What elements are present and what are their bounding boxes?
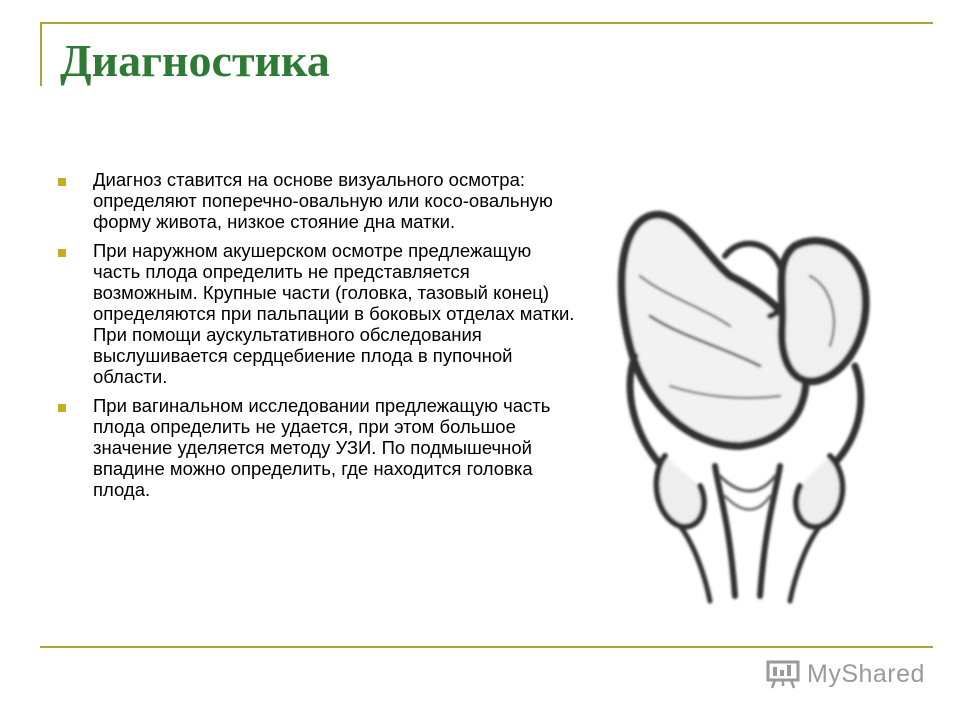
square-bullet-icon bbox=[58, 178, 66, 186]
bottom-divider bbox=[40, 646, 933, 648]
bullet-item bbox=[58, 396, 578, 501]
watermark-logo bbox=[765, 657, 925, 691]
bullet-text: Диагноз ставится на основе визуального осмотра: определяют поперечно-овальную или косо-овальную форму живота, низкое стояние дна матки. bbox=[93, 169, 553, 232]
top-divider bbox=[40, 22, 933, 24]
square-bullet-icon bbox=[58, 404, 66, 412]
left-divider bbox=[40, 22, 42, 86]
presentation-icon bbox=[765, 659, 801, 689]
uterus-illustration bbox=[610, 196, 880, 608]
square-bullet-icon bbox=[58, 249, 66, 257]
bullet-list bbox=[58, 170, 578, 509]
bullet-item bbox=[58, 170, 578, 233]
bullet-text: При наружном акушерском осмотре предлежащую часть плода определить не представляется возможным. Крупные части (головка, тазовый конец) определяются при пальпации в боковых отделах матки. При помощи аускультативного обследования выслушивается сердцебиение плода в пупочной области. bbox=[93, 240, 575, 387]
slide-title: Диагностика bbox=[60, 35, 330, 86]
watermark-text: MyShared bbox=[807, 660, 925, 688]
bullet-item bbox=[58, 241, 578, 388]
bullet-text: При вагинальном исследовании предлежащую часть плода определить не удается, при этом большое значение уделяется методу УЗИ. По подмышечной впадине можно определить, где находится головка плода. bbox=[93, 395, 551, 500]
